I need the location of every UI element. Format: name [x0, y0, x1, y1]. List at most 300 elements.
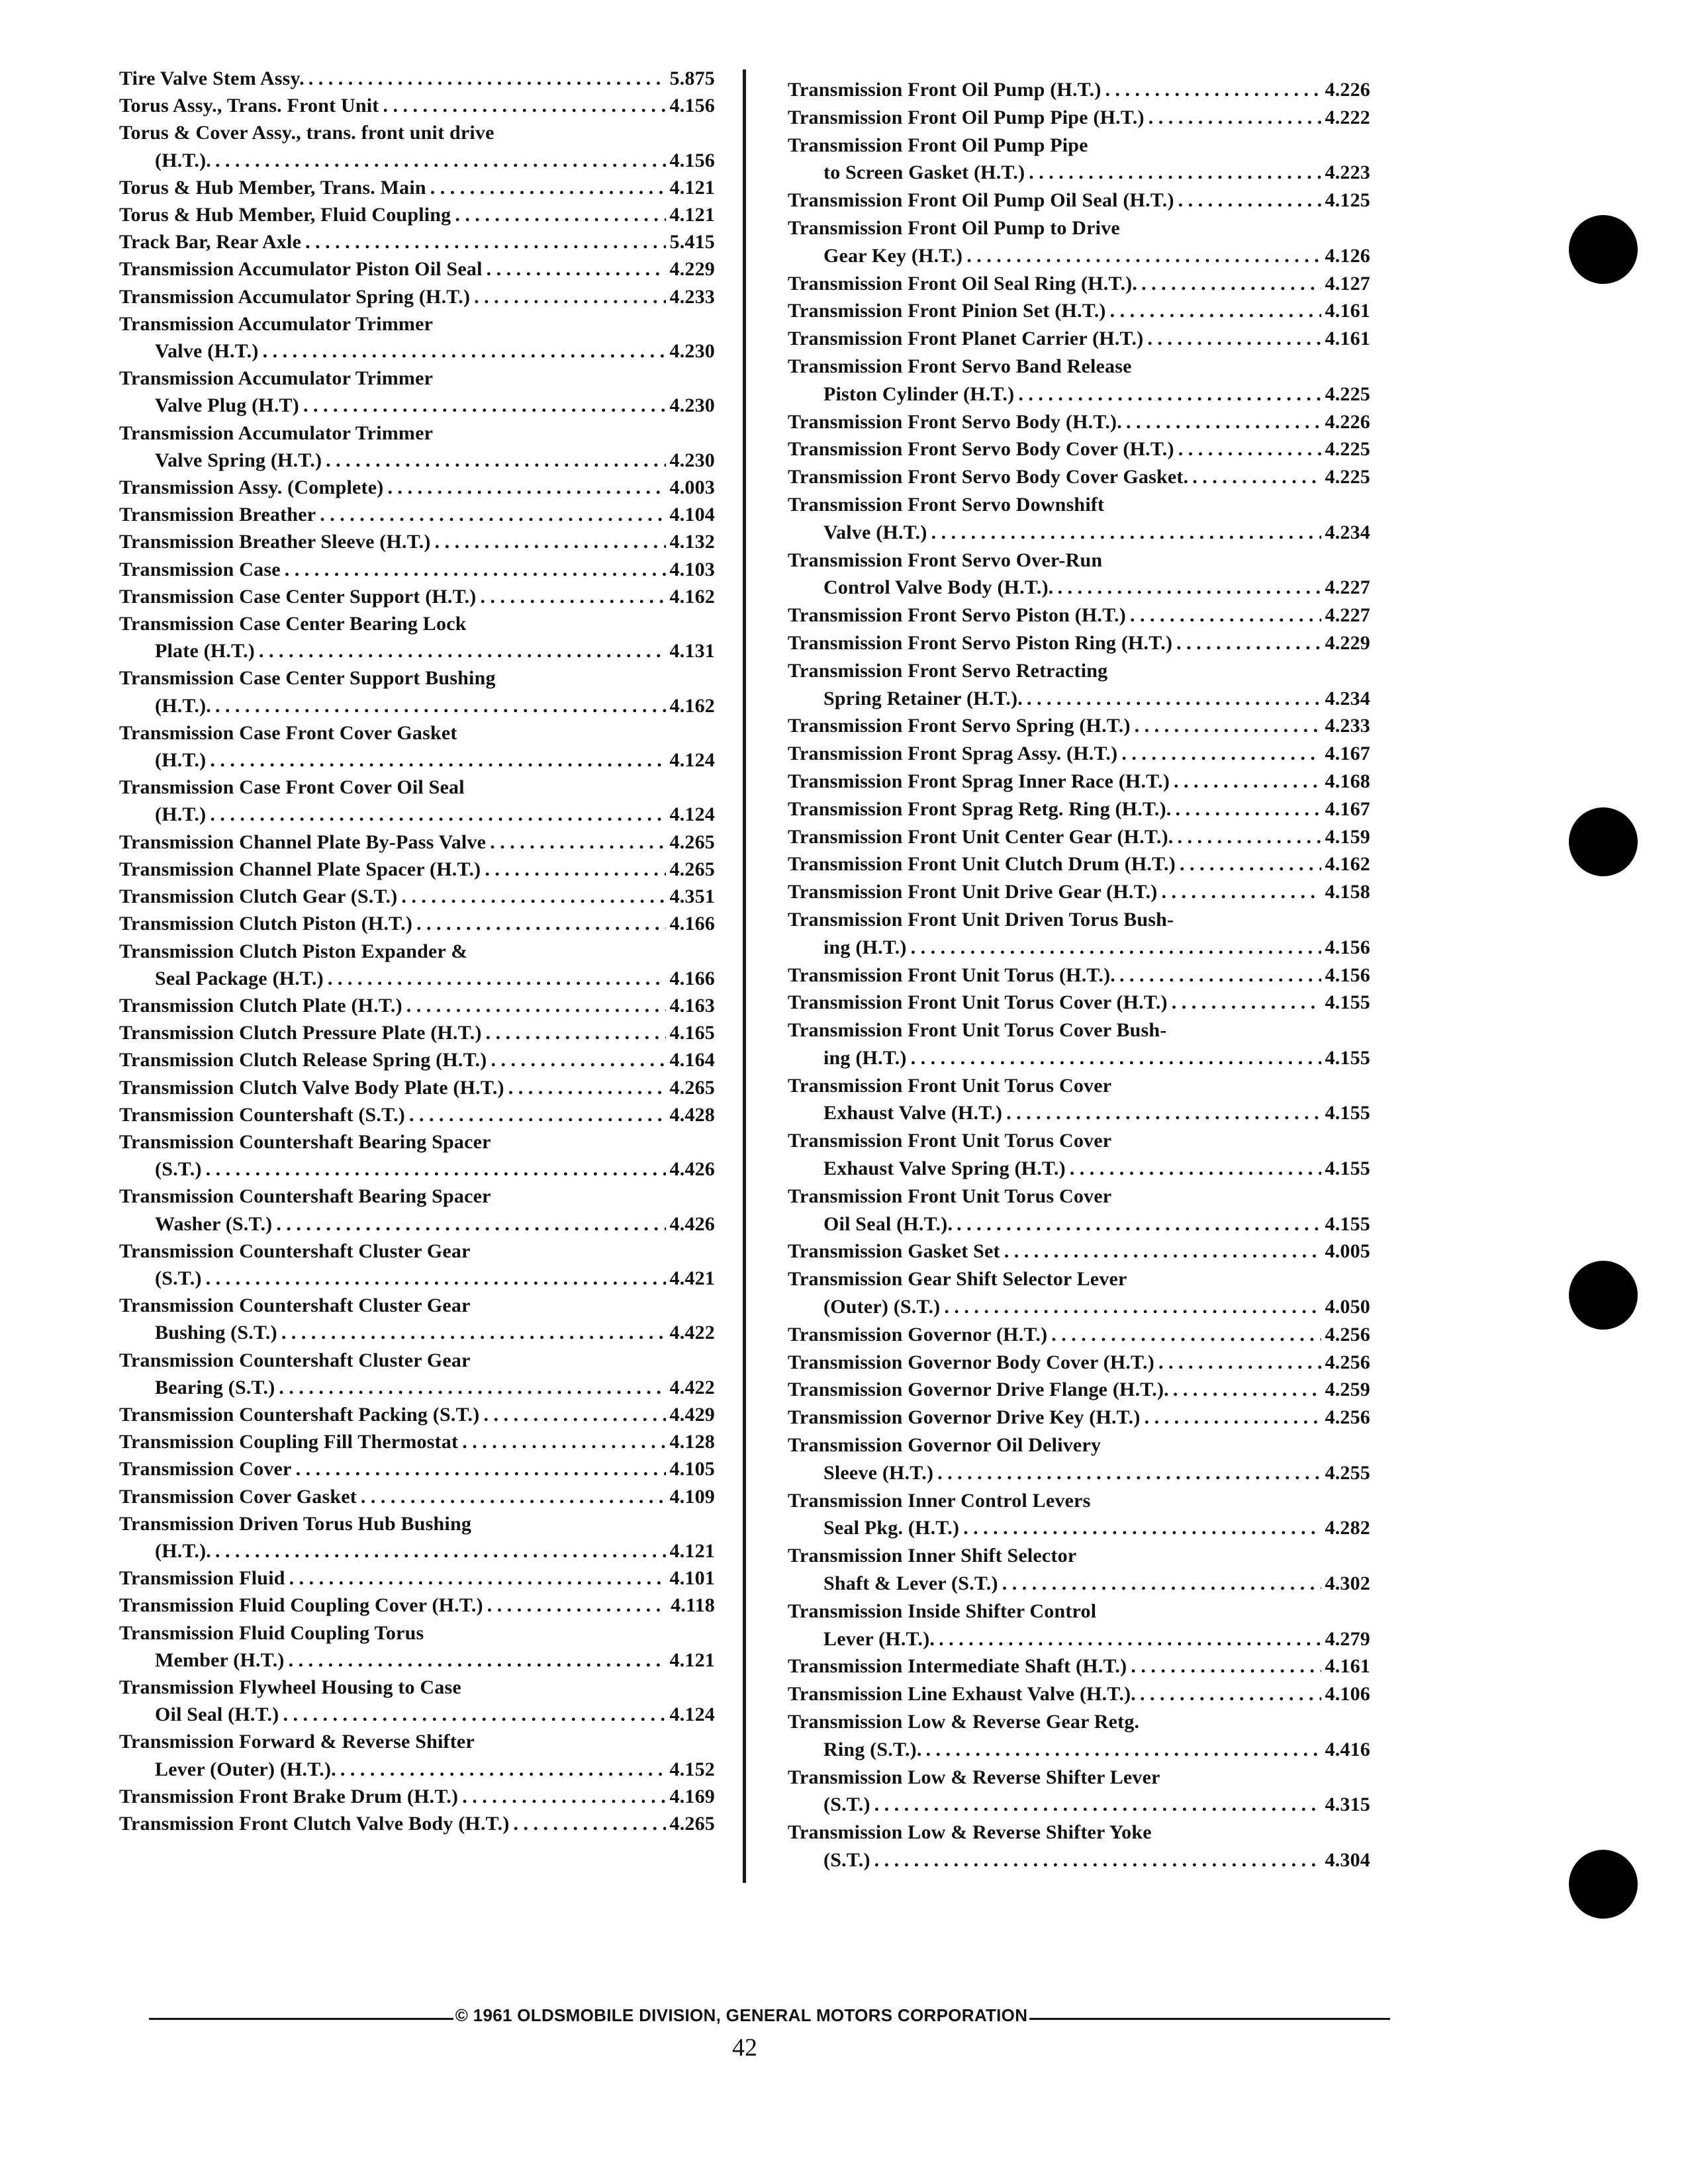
entry-text: (H.T.) — [155, 803, 207, 826]
entry-text: Transmission Flywheel Housing to Case — [119, 1676, 461, 1698]
dot-leader — [206, 1156, 666, 1183]
entry-text: Bushing (S.T.) — [155, 1322, 277, 1344]
entry-text: ing (H.T.) — [823, 1046, 907, 1069]
index-entry — [119, 65, 715, 92]
entry-continuation-line — [788, 519, 1370, 547]
section-number: 4.121 — [669, 1649, 715, 1671]
dot-leader — [462, 1428, 665, 1455]
dot-leader — [1178, 435, 1321, 463]
entry-text: Transmission Front Servo Over-Run — [788, 549, 1103, 571]
entry-title-line — [119, 1238, 715, 1265]
entry-continuation-line — [119, 1756, 715, 1783]
entry-text: Transmission Case Center Support Bushing — [119, 667, 496, 690]
dot-leader — [320, 501, 665, 528]
entry-continuation-line — [119, 801, 715, 828]
index-entry — [119, 1074, 715, 1101]
entry-text: Transmission Front Sprag Inner Race (H.T.) — [788, 770, 1170, 792]
entry-text: Track Bar, Rear Axle — [119, 231, 302, 253]
dot-leader — [416, 910, 665, 937]
entry-text: Transmission Clutch Pressure Plate (H.T.) — [119, 1022, 482, 1044]
entry-text: Transmission Breather Sleeve (H.T.) — [119, 531, 431, 553]
entry-text: (H.T.). — [155, 1539, 211, 1562]
entry-text: Transmission Clutch Gear (S.T.) — [119, 886, 398, 908]
entry-text: Transmission Front Unit Drive Gear (H.T.) — [788, 881, 1158, 903]
entry-title-line — [788, 989, 1370, 1017]
index-entry — [119, 1810, 715, 1837]
entry-continuation-line — [788, 1736, 1370, 1764]
entry-continuation-line — [119, 1319, 715, 1346]
index-entry — [788, 878, 1370, 906]
dot-leader — [481, 583, 666, 610]
entry-text: Transmission Front Unit Center Gear (H.T.). — [788, 825, 1174, 848]
dot-leader — [1110, 297, 1321, 325]
section-number: 4.156 — [669, 149, 715, 171]
entry-text: Transmission Forward & Reverse Shifter — [119, 1731, 475, 1753]
page-number: 42 — [732, 2034, 757, 2062]
entry-text: Transmission Front Servo Spring (H.T.) — [788, 715, 1131, 737]
entry-text: Transmission Front Unit Torus Cover (H.T.) — [788, 991, 1168, 1014]
entry-title-line — [788, 878, 1370, 906]
index-entry — [788, 1349, 1370, 1377]
section-number: 4.167 — [1325, 797, 1370, 820]
entry-text: Transmission Channel Plate By-Pass Valve — [119, 831, 487, 853]
entry-text: Transmission Front Oil Pump (H.T.) — [788, 79, 1102, 101]
index-entry — [788, 1404, 1370, 1432]
section-number: 4.156 — [669, 95, 715, 117]
entry-text: Transmission Low & Reverse Shifter Yoke — [788, 1821, 1152, 1844]
section-number: 4.003 — [669, 477, 715, 499]
entry-title-line — [119, 1046, 715, 1073]
index-entry — [119, 1510, 715, 1565]
index-entry — [788, 214, 1370, 270]
section-number: 4.164 — [669, 1049, 715, 1071]
entry-text: Transmission Intermediate Shaft (H.T.) — [788, 1655, 1127, 1678]
entry-text: Oil Seal (H.T.) — [155, 1704, 279, 1726]
section-number: 4.165 — [669, 1022, 715, 1044]
entry-title-line — [119, 910, 715, 937]
entry-title-line — [119, 283, 715, 310]
entry-title-line — [119, 774, 715, 801]
section-number: 4.169 — [669, 1785, 715, 1807]
dot-leader — [1130, 602, 1321, 629]
entry-text: Shaft & Lever (S.T.) — [823, 1572, 998, 1595]
entry-title-line — [119, 1674, 715, 1701]
section-number: 4.166 — [669, 913, 715, 935]
section-number: 4.223 — [1325, 161, 1370, 184]
dot-leader — [937, 1459, 1321, 1487]
section-number: 4.279 — [1325, 1627, 1370, 1650]
dot-leader — [296, 1455, 666, 1482]
entry-text: Transmission Front Sprag Retg. Ring (H.T.). — [788, 797, 1172, 820]
dot-leader — [491, 1046, 665, 1073]
index-entry — [788, 1819, 1370, 1874]
index-entry — [119, 556, 715, 583]
entry-text: Transmission Inner Control Levers — [788, 1489, 1091, 1512]
entry-text: Transmission Gasket Set — [788, 1240, 1000, 1263]
dot-leader — [1174, 768, 1321, 796]
entry-continuation-line — [119, 392, 715, 419]
entry-text: Transmission Low & Reverse Gear Retg. — [788, 1711, 1140, 1733]
index-entry — [788, 1127, 1370, 1183]
dot-leader — [1006, 1099, 1321, 1127]
index-entry — [788, 712, 1370, 740]
entry-title-line — [788, 1598, 1370, 1625]
dot-leader — [486, 1019, 666, 1046]
section-number: 4.127 — [1325, 272, 1370, 295]
dot-leader — [281, 1319, 666, 1346]
section-number: 4.166 — [669, 967, 715, 989]
entry-title-line — [788, 325, 1370, 353]
entry-text: (S.T.) — [155, 1267, 202, 1289]
dot-leader — [911, 1044, 1321, 1072]
index-entry — [119, 228, 715, 255]
entry-text: Transmission Cover — [119, 1458, 292, 1480]
entry-title-line — [788, 1819, 1370, 1846]
section-number: 4.121 — [669, 176, 715, 199]
index-entry — [788, 1265, 1370, 1321]
index-entry — [788, 1542, 1370, 1598]
entry-text: Seal Package (H.T.) — [155, 967, 324, 989]
entry-text: Control Valve Body (H.T.). — [823, 576, 1054, 599]
entry-text: Valve Plug (H.T) — [155, 394, 299, 417]
index-entry — [788, 325, 1370, 353]
dot-leader — [259, 637, 666, 664]
entry-text: Torus & Hub Member, Trans. Main — [119, 176, 426, 199]
dot-leader — [1176, 629, 1321, 657]
index-entry — [119, 664, 715, 719]
section-number: 4.229 — [1325, 631, 1370, 654]
entry-title-line — [788, 1432, 1370, 1459]
section-number: 4.227 — [1325, 604, 1370, 627]
entry-text: Transmission Countershaft Packing (S.T.) — [119, 1403, 480, 1426]
entry-text: Transmission Front Servo Band Release — [788, 355, 1132, 377]
index-entry — [119, 583, 715, 610]
entry-text: Transmission Clutch Plate (H.T.) — [119, 994, 402, 1017]
entry-text: Transmission Case Front Cover Gasket — [119, 721, 457, 744]
entry-text: to Screen Gasket (H.T.) — [823, 161, 1025, 184]
index-entry — [119, 92, 715, 119]
entry-text: Spring Retainer (H.T.). — [823, 687, 1023, 709]
entry-title-line — [788, 1680, 1370, 1708]
dot-leader — [963, 1514, 1321, 1542]
entry-title-line — [119, 228, 715, 255]
entry-title-line — [788, 962, 1370, 989]
section-number: 4.422 — [669, 1322, 715, 1344]
dot-leader — [1131, 1653, 1321, 1680]
index-entry — [119, 1428, 715, 1455]
entry-text: Transmission Front Oil Pump Pipe (H.T.) — [788, 106, 1145, 128]
section-number: 4.315 — [1325, 1794, 1370, 1816]
dot-leader — [487, 1592, 667, 1619]
entry-text: Transmission Governor Drive Flange (H.T.). — [788, 1379, 1169, 1401]
entry-title-line — [119, 992, 715, 1019]
index-entry — [119, 1674, 715, 1728]
section-number: 4.226 — [1325, 79, 1370, 101]
section-number: 4.230 — [669, 449, 715, 471]
entry-text: Transmission Accumulator Trimmer — [119, 367, 434, 390]
dot-leader — [1057, 574, 1321, 602]
dot-leader — [485, 856, 665, 883]
dot-leader — [1018, 381, 1321, 408]
section-number: 4.259 — [1325, 1379, 1370, 1401]
dot-leader — [1141, 270, 1321, 298]
index-entry — [119, 501, 715, 528]
entry-continuation-line — [788, 1293, 1370, 1321]
index-entry — [788, 1376, 1370, 1404]
entry-text: Transmission Governor Body Cover (H.T.) — [788, 1351, 1154, 1373]
dot-leader — [387, 474, 665, 501]
entry-text: Transmission Countershaft Cluster Gear — [119, 1295, 471, 1317]
section-number: 4.126 — [1325, 244, 1370, 267]
index-entry — [119, 201, 715, 228]
section-number: 4.131 — [669, 640, 715, 662]
entry-title-line — [119, 174, 715, 201]
dot-leader — [1192, 463, 1321, 491]
section-number: 4.227 — [1325, 576, 1370, 599]
entry-text: Transmission Front Servo Body Cover Gasket. — [788, 466, 1189, 488]
entry-title-line — [119, 201, 715, 228]
index-entry — [788, 850, 1370, 878]
section-number: 4.233 — [1325, 715, 1370, 737]
section-number: 4.225 — [1325, 466, 1370, 488]
entry-text: Transmission Front Servo Body Cover (H.T.) — [788, 438, 1174, 461]
section-number: 5.415 — [669, 231, 715, 253]
entry-title-line — [119, 119, 715, 146]
section-number: 4.256 — [1325, 1323, 1370, 1345]
index-column-left — [119, 65, 715, 1837]
entry-title-line — [119, 528, 715, 555]
index-entry — [788, 270, 1370, 298]
footer-rule-left — [149, 2018, 453, 2020]
section-number: 4.124 — [669, 749, 715, 772]
entry-text: Transmission Fluid Coupling Cover (H.T.) — [119, 1594, 483, 1617]
index-entry — [119, 719, 715, 774]
dot-leader — [455, 201, 665, 228]
entry-text: Transmission Governor (H.T.) — [788, 1323, 1048, 1345]
entry-text: Transmission Front Servo Body (H.T.). — [788, 410, 1122, 433]
index-entry — [788, 906, 1370, 962]
entry-text: Transmission Accumulator Piston Oil Seal — [119, 258, 483, 281]
entry-title-line — [119, 65, 715, 92]
section-number: 4.230 — [669, 394, 715, 417]
entry-text: (S.T.) — [823, 1849, 870, 1871]
section-number: 4.159 — [1325, 825, 1370, 848]
entry-text: Torus Assy., Trans. Front Unit — [119, 95, 379, 117]
entry-continuation-line — [788, 1514, 1370, 1542]
entry-text: Transmission Clutch Piston (H.T.) — [119, 913, 413, 935]
section-number: 4.421 — [669, 1267, 715, 1289]
dot-leader — [1175, 796, 1321, 823]
entry-text: Transmission Governor Drive Key (H.T.) — [788, 1406, 1141, 1429]
entry-title-line — [119, 474, 715, 501]
entry-text: Transmission Front Servo Retracting — [788, 659, 1108, 682]
entry-title-line — [788, 1487, 1370, 1515]
entry-text: Transmission Line Exhaust Valve (H.T.). — [788, 1683, 1136, 1706]
entry-title-line — [119, 719, 715, 747]
section-number: 4.106 — [1325, 1683, 1370, 1706]
section-number: 4.158 — [1325, 881, 1370, 903]
entry-text: (H.T.). — [155, 694, 211, 717]
entry-title-line — [788, 547, 1370, 574]
entry-title-line — [788, 408, 1370, 436]
entry-continuation-line — [788, 1099, 1370, 1127]
entry-title-line — [788, 1376, 1370, 1404]
index-entry — [119, 1046, 715, 1073]
entry-text: (H.T.). — [155, 149, 211, 171]
section-number: 4.265 — [669, 1076, 715, 1099]
entry-title-line — [788, 132, 1370, 159]
dot-leader — [210, 801, 665, 828]
section-number: 4.155 — [1325, 1158, 1370, 1180]
dot-leader — [1119, 962, 1321, 989]
entry-text: Transmission Governor Oil Delivery — [788, 1434, 1102, 1457]
entry-continuation-line — [788, 1791, 1370, 1819]
index-entry — [119, 174, 715, 201]
section-number: 4.121 — [669, 1539, 715, 1562]
entry-title-line — [119, 365, 715, 392]
index-entry — [119, 1619, 715, 1674]
index-entry — [119, 1455, 715, 1482]
section-number: 4.265 — [669, 831, 715, 853]
entry-continuation-line — [788, 1846, 1370, 1874]
entry-continuation-line — [119, 747, 715, 774]
section-number: 4.225 — [1325, 438, 1370, 461]
entry-title-line — [788, 712, 1370, 740]
footer-copyright: © 1961 OLDSMOBILE DIVISION, GENERAL MOTORS CORPORATION — [455, 2005, 1028, 2025]
entry-title-line — [119, 1101, 715, 1128]
dot-leader — [210, 747, 665, 774]
entry-text: Transmission Breather — [119, 504, 316, 526]
entry-title-line — [119, 92, 715, 119]
entry-text: Seal Pkg. (H.T.) — [823, 1517, 960, 1539]
index-entry — [788, 1764, 1370, 1819]
entry-text: Transmission Accumulator Trimmer — [119, 312, 434, 335]
section-number: 4.162 — [1325, 853, 1370, 876]
entry-text: Transmission Front Pinion Set (H.T.) — [788, 300, 1106, 322]
entry-title-line — [119, 883, 715, 910]
entry-title-line — [119, 1292, 715, 1319]
entry-title-line — [788, 1183, 1370, 1210]
dot-leader — [289, 1647, 666, 1674]
entry-continuation-line — [119, 338, 715, 365]
dot-leader — [508, 1074, 666, 1101]
entry-title-line — [788, 463, 1370, 491]
entry-text: Transmission Front Servo Downshift — [788, 493, 1105, 516]
entry-title-line — [119, 501, 715, 528]
section-number: 4.132 — [669, 531, 715, 553]
binder-hole-1 — [1569, 215, 1638, 284]
entry-text: Exhaust Valve (H.T.) — [823, 1102, 1003, 1124]
entry-title-line — [788, 491, 1370, 519]
entry-title-line — [788, 1238, 1370, 1265]
section-number: 4.234 — [1325, 687, 1370, 709]
entry-title-line — [788, 1764, 1370, 1792]
index-entry — [119, 1565, 715, 1592]
index-entry — [788, 768, 1370, 796]
entry-text: Transmission Front Planet Carrier (H.T.) — [788, 328, 1144, 350]
index-entry — [119, 255, 715, 283]
section-number: 4.128 — [669, 1431, 715, 1453]
dot-leader — [1135, 712, 1321, 740]
entry-continuation-line — [788, 1570, 1370, 1598]
section-number: 4.304 — [1325, 1849, 1370, 1871]
dot-leader — [435, 528, 666, 555]
section-number: 4.256 — [1325, 1406, 1370, 1429]
index-entry — [788, 1708, 1370, 1764]
section-number: 4.426 — [669, 1158, 715, 1181]
entry-text: Transmission Clutch Release Spring (H.T.) — [119, 1049, 487, 1071]
dot-leader — [401, 883, 665, 910]
entry-title-line — [788, 1708, 1370, 1736]
entry-title-line — [788, 740, 1370, 768]
entry-text: Torus & Cover Assy., trans. front unit drive — [119, 122, 494, 144]
entry-text: Oil Seal (H.T.). — [823, 1212, 953, 1235]
index-entry — [119, 610, 715, 664]
dot-leader — [490, 829, 665, 856]
entry-continuation-line — [119, 965, 715, 992]
entry-text: Plate (H.T.) — [155, 640, 255, 662]
index-entry — [788, 297, 1370, 325]
dot-leader — [874, 1791, 1321, 1819]
dot-leader — [462, 1783, 665, 1810]
entry-continuation-line — [119, 637, 715, 664]
dot-leader — [263, 338, 666, 365]
dot-leader — [430, 174, 666, 201]
entry-text: Lever (H.T.). — [823, 1627, 935, 1650]
entry-text: Transmission Channel Plate Spacer (H.T.) — [119, 858, 481, 880]
index-entry — [119, 420, 715, 474]
entry-text: Transmission Countershaft Bearing Spacer — [119, 1185, 491, 1208]
entry-text: Gear Key (H.T.) — [823, 244, 963, 267]
entry-text: Transmission Front Unit Torus Cover — [788, 1074, 1112, 1097]
index-entry — [119, 1183, 715, 1237]
entry-text: Transmission Countershaft (S.T.) — [119, 1103, 405, 1126]
entry-title-line — [119, 829, 715, 856]
dot-leader — [1149, 104, 1321, 132]
index-entry — [788, 1183, 1370, 1238]
entry-title-line — [119, 610, 715, 637]
dot-leader — [944, 1293, 1321, 1321]
dot-leader — [966, 242, 1321, 270]
entry-text: Transmission Front Servo Piston Ring (H.T.) — [788, 631, 1173, 654]
index-entry — [788, 1598, 1370, 1653]
index-entry — [788, 1238, 1370, 1265]
entry-title-line — [119, 556, 715, 583]
entry-title-line — [788, 1404, 1370, 1432]
section-number: 4.426 — [669, 1212, 715, 1235]
index-entry — [788, 823, 1370, 851]
index-entry — [119, 774, 715, 828]
section-number: 4.155 — [1325, 1102, 1370, 1124]
index-entry — [788, 962, 1370, 989]
entry-title-line — [119, 1565, 715, 1592]
dot-leader — [1140, 1680, 1321, 1708]
index-entry — [788, 463, 1370, 491]
entry-text: Transmission Fluid Coupling Torus — [119, 1621, 424, 1644]
entry-text: (H.T.) — [155, 749, 207, 772]
entry-continuation-line — [788, 685, 1370, 713]
index-entry — [788, 76, 1370, 104]
index-entry — [119, 365, 715, 419]
dot-leader — [957, 1210, 1321, 1238]
entry-text: Transmission Front Unit Torus Cover Bush- — [788, 1019, 1167, 1042]
entry-text: Piston Cylinder (H.T.) — [823, 383, 1015, 405]
dot-leader — [1121, 740, 1321, 768]
entry-continuation-line — [788, 159, 1370, 187]
dot-leader — [487, 255, 666, 283]
index-entry — [788, 1072, 1370, 1128]
index-entry — [119, 310, 715, 365]
